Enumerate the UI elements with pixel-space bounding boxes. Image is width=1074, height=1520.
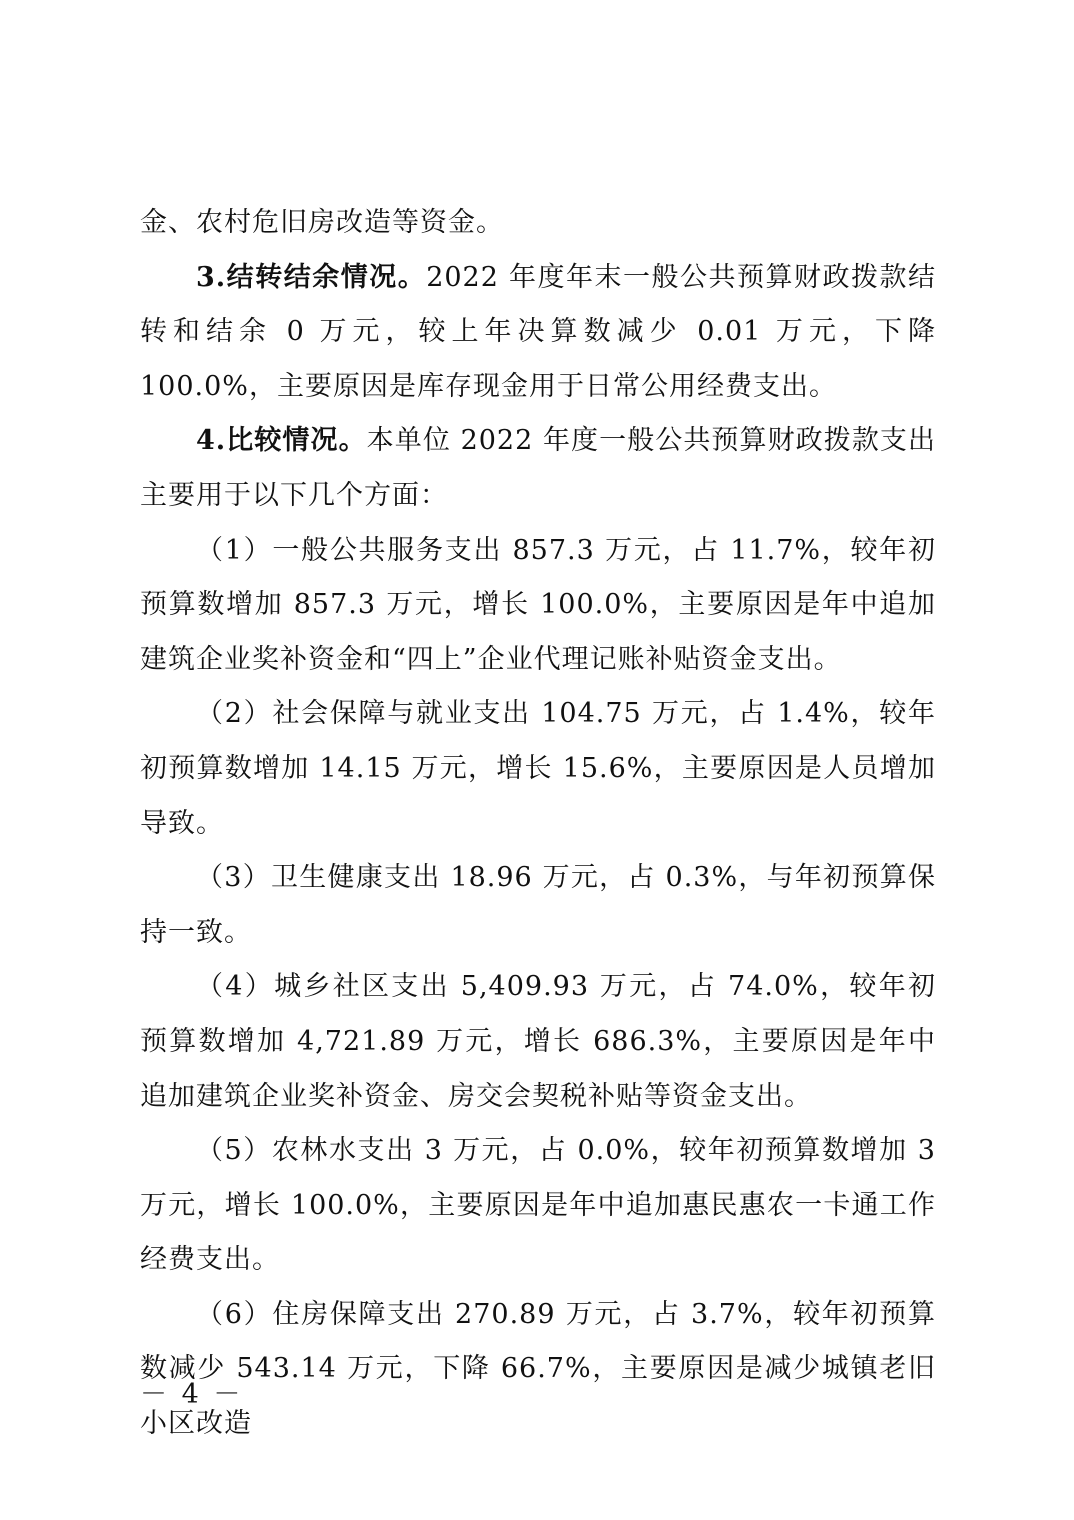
paragraph-comparison (140, 414, 936, 523)
paragraph-item-6 (140, 1288, 936, 1452)
paragraph-text: 本单位 2022 年度一般公共预算财政拨款支出主要用于以下几个方面： (140, 425, 936, 511)
body-text (140, 196, 936, 1452)
paragraph-item-5 (140, 1124, 936, 1288)
paragraph-text: 2022 年度年末一般公共预算财政拨款结转和结余 0 万元，较上年决算数减少 0.01 万元，下降 100.0%，主要原因是库存现金用于日常公用经费支出。 (140, 261, 937, 402)
paragraph-text: （4）城乡社区支出 5,409.93 万元，占 74.0%，较年初预算数增加 4,721.89 万元，增长 686.3%，主要原因是年中追加建筑企业奖补资金、房交会契税补贴等资金支出。 (140, 971, 936, 1112)
paragraph-carryover-balance (140, 251, 936, 415)
paragraph-item-4 (140, 960, 936, 1124)
page-number: － 4 － (140, 1379, 244, 1410)
section-heading: 3.结转结余情况。 (196, 261, 427, 293)
paragraph-text: （1）一般公共服务支出 857.3 万元，占 11.7%，较年初预算数增加 857.3 万元，增长 100.0%，主要原因是年中追加建筑企业奖补资金和“四上”企业代理记账补贴资金支出。 (140, 534, 936, 675)
paragraph-item-3 (140, 851, 936, 960)
paragraph-item-1 (140, 524, 936, 688)
paragraph-item-2 (140, 687, 936, 851)
paragraph-text: （3）卫生健康支出 18.96 万元，占 0.3%，与年初预算保持一致。 (140, 862, 936, 948)
paragraph-text: 金、农村危旧房改造等资金。 (140, 207, 504, 238)
paragraph-text: （5）农林水支出 3 万元，占 0.0%，较年初预算数增加 3 万元，增长 100.0%，主要原因是年中追加惠民惠农一卡通工作经费支出。 (140, 1135, 936, 1276)
paragraph-text: （2）社会保障与就业支出 104.75 万元，占 1.4%，较年初预算数增加 14.15 万元，增长 15.6%，主要原因是人员增加导致。 (140, 698, 936, 839)
paragraph-text: （6）住房保障支出 270.89 万元，占 3.7%，较年初预算数减少 543.14 万元，下降 66.7%，主要原因是减少城镇老旧小区改造 (140, 1298, 936, 1440)
section-heading: 4.比较情况。 (196, 425, 367, 457)
paragraph-continuation (140, 196, 936, 251)
